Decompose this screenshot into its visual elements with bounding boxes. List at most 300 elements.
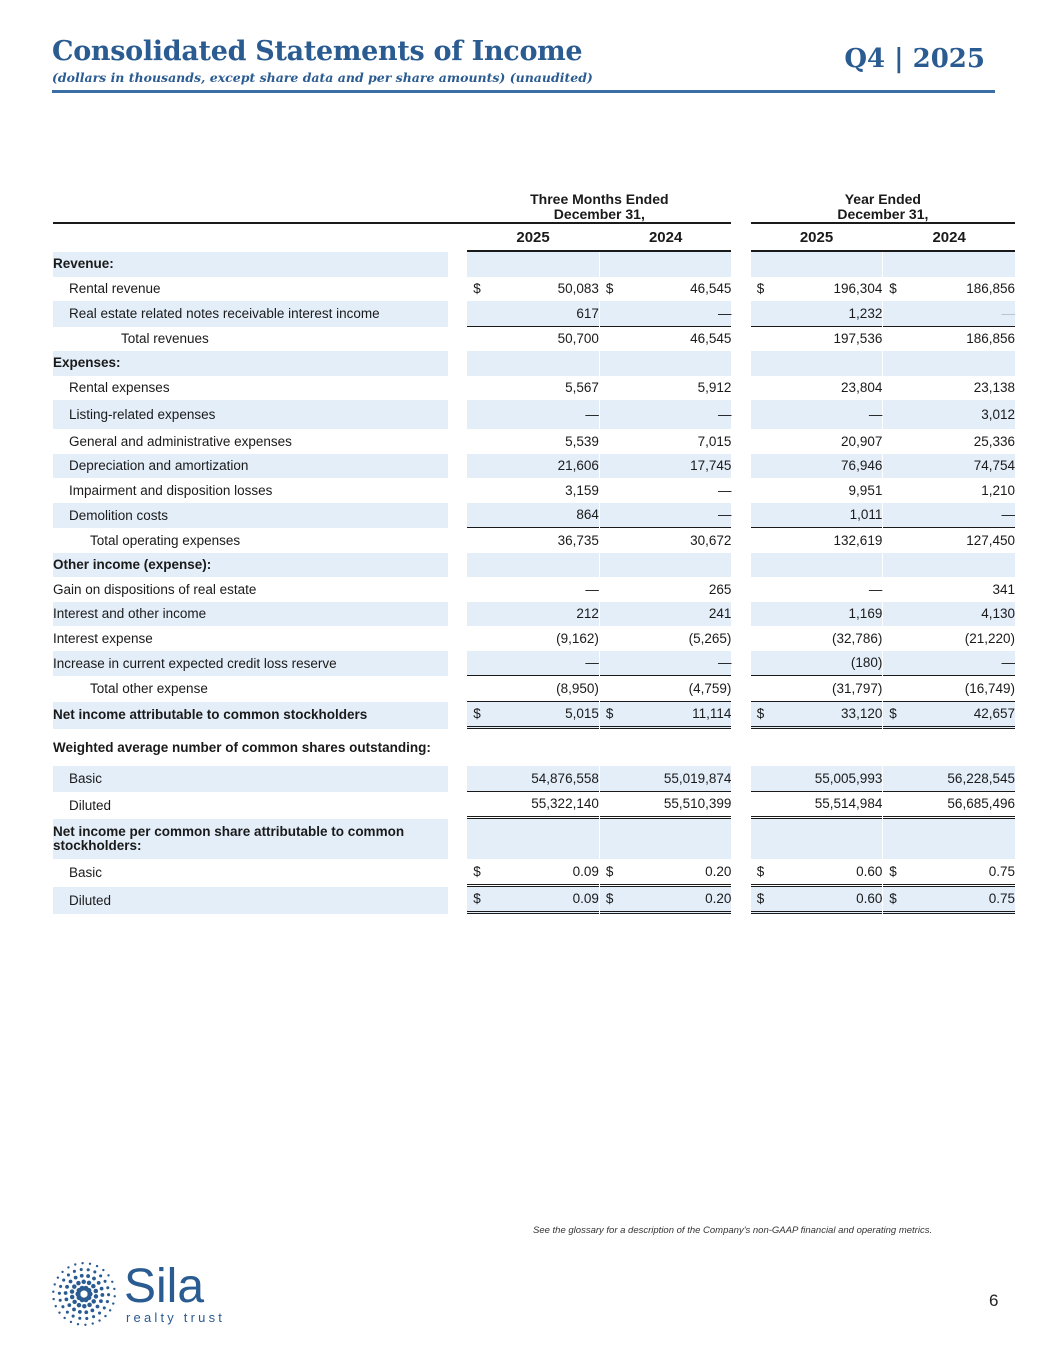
row-other-header <box>53 553 1015 578</box>
logo-dot <box>98 1312 101 1315</box>
value-cell <box>883 429 1015 454</box>
logo-dot <box>74 1263 76 1265</box>
value-cell <box>883 651 1015 677</box>
logo-dot <box>84 1324 86 1326</box>
value-text: — <box>585 655 599 671</box>
value-cell <box>883 327 1015 352</box>
value-cell <box>467 859 599 887</box>
value-cell <box>600 429 732 454</box>
value-text: (16,749) <box>964 680 1015 696</box>
value-text: 33,120 <box>841 706 883 722</box>
value-text: 0.75 <box>988 863 1015 879</box>
logo-tagline: realty trust <box>126 1310 226 1325</box>
footnote: See the glossary for a description of the Company's non-GAAP financial and operating metrics. <box>533 1225 933 1236</box>
row-interest-other-income <box>53 602 1015 627</box>
row-label: Diluted <box>53 887 448 915</box>
value-text: 56,228,545 <box>947 770 1015 786</box>
row-label: Total operating expenses <box>90 532 241 548</box>
row-label: Expenses: <box>53 351 448 376</box>
value-cell <box>751 766 883 792</box>
row-label: Basic <box>69 865 103 881</box>
value-text: 186,856 <box>966 331 1015 347</box>
value-cell <box>600 553 732 578</box>
value-cell <box>883 859 1015 887</box>
value-text: 196,304 <box>833 281 883 297</box>
value-text: 21,606 <box>557 458 599 474</box>
value-text: — <box>717 482 732 498</box>
row-label: Net income attributable to common stockholders <box>53 702 448 730</box>
value-cell <box>467 351 599 376</box>
logo-dot <box>67 1303 71 1307</box>
row-credit-loss <box>53 651 1015 677</box>
value-cell <box>600 327 732 352</box>
logo-dot <box>70 1321 72 1323</box>
logo-dot <box>96 1305 100 1309</box>
row-label: Diluted <box>69 797 112 813</box>
row-label: Depreciation and amortization <box>53 454 448 479</box>
value-cell <box>467 766 599 792</box>
row-label: Other income (expense): <box>53 553 448 578</box>
value-cell <box>600 277 732 302</box>
logo-dot <box>69 1280 73 1284</box>
value-text: 3,159 <box>565 482 599 498</box>
value-cell <box>467 301 599 327</box>
row-eps-header <box>53 819 1015 859</box>
logo-dot <box>52 1290 54 1292</box>
value-text: — <box>868 581 883 597</box>
logo-dot <box>52 1298 54 1300</box>
value-cell <box>751 252 883 277</box>
logo-dot <box>100 1293 104 1297</box>
row-gain-dispositions <box>53 577 1015 602</box>
logo-dot <box>112 1302 114 1304</box>
logo-dot <box>93 1270 96 1273</box>
year-header: 2024 <box>883 224 1015 252</box>
logo-dot <box>65 1285 69 1289</box>
value-cell <box>467 553 599 578</box>
value-text: 9,951 <box>848 482 883 498</box>
currency-symbol: $ <box>756 863 765 879</box>
logo-dot <box>91 1284 96 1289</box>
logo-dot <box>70 1289 75 1294</box>
value-cell <box>751 626 883 651</box>
logo-dot <box>76 1281 81 1286</box>
value-text: — <box>717 407 732 422</box>
value-text: 0.20 <box>705 863 732 879</box>
value-cell <box>751 327 883 352</box>
value-text: 212 <box>576 606 599 622</box>
currency-symbol: $ <box>473 863 481 879</box>
row-label: Basic <box>53 766 448 792</box>
value-text: 341 <box>992 581 1015 597</box>
value-cell <box>600 602 732 627</box>
logo-dot <box>73 1270 76 1273</box>
value-text: 55,322,140 <box>531 796 599 812</box>
value-cell <box>751 651 883 677</box>
logo-dot <box>103 1306 106 1309</box>
value-cell <box>467 528 599 553</box>
value-cell <box>751 702 883 730</box>
value-cell <box>883 252 1015 277</box>
row-label: Total revenues <box>121 331 209 347</box>
value-cell <box>600 400 732 429</box>
value-cell <box>467 478 599 503</box>
value-text: 55,005,993 <box>814 770 883 786</box>
value-cell <box>600 376 732 401</box>
logo-dot <box>91 1299 96 1304</box>
logo-dot <box>66 1311 69 1314</box>
value-text: 5,567 <box>565 380 599 396</box>
value-cell <box>600 887 732 915</box>
value-text: 265 <box>708 581 732 597</box>
value-text: — <box>717 655 732 671</box>
year-header: 2025 <box>751 224 883 252</box>
value-text: — <box>868 407 883 422</box>
value-text: 186,856 <box>966 281 1015 297</box>
currency-symbol: $ <box>605 863 614 879</box>
sila-logo <box>50 1258 250 1335</box>
currency-symbol: $ <box>889 281 897 297</box>
value-text: 4,130 <box>981 606 1015 622</box>
value-text: — <box>1001 305 1015 321</box>
value-text: 127,450 <box>966 532 1015 548</box>
value-text: 23,804 <box>841 380 883 396</box>
row-label: Weighted average number of common shares outstanding: <box>53 739 431 755</box>
row-expenses-header <box>53 351 1015 376</box>
value-text: (21,220) <box>964 630 1015 646</box>
row-eps-diluted <box>53 887 1015 915</box>
value-cell <box>467 327 599 352</box>
value-text: 54,876,558 <box>531 770 599 786</box>
logo-dot <box>100 1287 104 1291</box>
value-text: 0.09 <box>572 863 599 879</box>
logo-dot <box>82 1304 87 1309</box>
logo-dot <box>58 1292 61 1295</box>
row-shares-basic <box>53 766 1015 792</box>
row-label: Interest and other income <box>53 602 448 627</box>
currency-symbol: $ <box>889 891 897 907</box>
value-cell <box>467 252 599 277</box>
value-cell <box>883 577 1015 602</box>
value-text: (4,759) <box>688 680 732 696</box>
value-cell <box>883 351 1015 376</box>
value-cell <box>467 676 599 702</box>
value-text: 241 <box>708 606 732 622</box>
logo-dot <box>77 1323 79 1325</box>
value-cell <box>751 454 883 479</box>
currency-symbol: $ <box>756 706 765 722</box>
row-ga-expenses <box>53 429 1015 454</box>
logo-dot <box>97 1281 101 1285</box>
logo-dot <box>89 1263 91 1265</box>
row-label: Total other expense <box>90 681 208 697</box>
logo-dot <box>111 1281 113 1283</box>
logo-dot <box>67 1273 70 1276</box>
value-cell <box>600 766 732 792</box>
logo-dot <box>72 1284 77 1289</box>
value-text: 55,510,399 <box>663 796 732 812</box>
value-cell <box>600 729 732 766</box>
value-cell <box>467 651 599 677</box>
value-text: 864 <box>576 507 599 523</box>
value-cell <box>751 503 883 529</box>
value-cell <box>883 376 1015 401</box>
row-label: Rental revenue <box>69 281 161 297</box>
logo-dot <box>78 1317 81 1320</box>
value-text: 76,946 <box>841 458 883 474</box>
logo-dot <box>104 1315 106 1317</box>
value-text: 50,083 <box>557 281 599 297</box>
value-text: 20,907 <box>841 433 883 449</box>
value-text: 5,015 <box>565 706 599 722</box>
value-text: 25,336 <box>973 433 1015 449</box>
logo-dot <box>114 1295 116 1297</box>
row-impairment <box>53 478 1015 503</box>
value-text: 30,672 <box>690 532 732 548</box>
row-total-other <box>53 676 1015 702</box>
currency-symbol: $ <box>756 281 765 297</box>
logo-dot <box>106 1286 109 1289</box>
row-label: Gain on dispositions of real estate <box>53 581 257 597</box>
logo-dot <box>74 1276 78 1280</box>
value-text: 23,138 <box>973 380 1015 396</box>
currency-symbol: $ <box>473 891 481 907</box>
value-cell <box>751 400 883 429</box>
logo-dot <box>77 1303 82 1308</box>
value-cell <box>883 528 1015 553</box>
period-header-year: Year Ended December 31, <box>751 192 1015 224</box>
value-cell <box>883 400 1015 429</box>
logo-dot <box>80 1268 83 1271</box>
value-cell <box>467 819 599 859</box>
row-rental-expenses <box>53 376 1015 401</box>
value-text: 55,019,874 <box>663 770 732 786</box>
logo-dot <box>62 1279 65 1282</box>
currency-symbol: $ <box>473 281 481 297</box>
value-text: 3,012 <box>981 407 1015 422</box>
row-label: Impairment and disposition losses <box>69 482 273 498</box>
logo-dot <box>99 1274 102 1277</box>
value-text: — <box>1001 507 1015 523</box>
value-cell <box>883 503 1015 529</box>
currency-symbol: $ <box>605 891 614 907</box>
value-text: 17,745 <box>690 458 732 474</box>
value-text: — <box>717 305 732 321</box>
value-text: 0.75 <box>988 891 1015 907</box>
value-cell <box>751 729 883 766</box>
row-notes-interest <box>53 301 1015 327</box>
logo-dot <box>87 1281 92 1286</box>
logo-dot <box>80 1274 84 1278</box>
value-cell <box>751 351 883 376</box>
value-text: 7,015 <box>697 433 732 449</box>
value-text: (32,786) <box>832 630 883 646</box>
row-label: Revenue: <box>53 252 448 277</box>
logo-dot <box>72 1315 75 1318</box>
logo-dot <box>96 1265 98 1267</box>
logo-dot <box>67 1266 69 1268</box>
value-cell <box>467 602 599 627</box>
logo-dot <box>107 1274 109 1276</box>
value-cell <box>467 887 599 915</box>
row-label: Rental expenses <box>69 380 170 396</box>
row-weighted-header <box>53 729 1015 766</box>
row-net-income <box>53 702 1015 730</box>
value-text: 36,735 <box>557 532 599 548</box>
value-cell <box>600 651 732 677</box>
value-cell <box>751 602 883 627</box>
value-text: 46,545 <box>690 331 732 347</box>
logo-dot <box>87 1303 92 1308</box>
value-cell <box>467 626 599 651</box>
value-cell <box>600 859 732 887</box>
value-cell <box>883 766 1015 792</box>
value-cell <box>883 676 1015 702</box>
value-text: 1,169 <box>848 606 883 622</box>
logo-dot <box>86 1274 90 1278</box>
logo-dot <box>59 1299 62 1302</box>
sila-logo-graphic <box>50 1258 250 1330</box>
row-rental-revenue <box>53 277 1015 302</box>
value-cell <box>751 676 883 702</box>
value-cell <box>600 792 732 820</box>
value-cell <box>883 301 1015 327</box>
logo-dot <box>90 1308 94 1312</box>
logo-wordmark: Sila <box>124 1260 205 1313</box>
year-header: 2025 <box>467 224 599 252</box>
value-cell <box>883 553 1015 578</box>
logo-dot <box>92 1322 94 1324</box>
logo-dot <box>99 1299 103 1303</box>
row-eps-basic <box>53 859 1015 887</box>
value-cell <box>751 819 883 859</box>
value-cell <box>751 277 883 302</box>
value-text: 11,114 <box>692 706 732 722</box>
currency-symbol: $ <box>889 706 897 722</box>
logo-dot <box>86 1288 91 1293</box>
value-text: 0.60 <box>856 891 883 907</box>
value-cell <box>883 729 1015 766</box>
value-cell <box>600 503 732 529</box>
value-cell <box>467 429 599 454</box>
row-label: General and administrative expenses <box>69 433 292 449</box>
logo-dot <box>72 1300 77 1305</box>
row-total-opex <box>53 528 1015 553</box>
value-cell <box>467 376 599 401</box>
value-cell <box>600 702 732 730</box>
value-cell <box>600 454 732 479</box>
logo-dot <box>81 1262 83 1264</box>
value-text: (9,162) <box>556 630 599 646</box>
value-text: 0.20 <box>705 891 732 907</box>
logo-dot <box>102 1269 104 1271</box>
value-text: — <box>1001 655 1015 671</box>
value-cell <box>600 626 732 651</box>
logo-dot <box>113 1288 115 1290</box>
value-text: 197,536 <box>833 331 883 347</box>
logo-dot <box>72 1308 76 1312</box>
value-cell <box>883 702 1015 730</box>
value-cell <box>600 819 732 859</box>
logo-dot <box>65 1298 69 1302</box>
value-cell <box>467 454 599 479</box>
value-cell <box>467 503 599 529</box>
value-cell <box>600 676 732 702</box>
value-cell <box>883 792 1015 820</box>
value-cell <box>751 478 883 503</box>
logo-dot <box>59 1285 62 1288</box>
value-cell <box>467 577 599 602</box>
row-label: Interest expense <box>53 630 153 646</box>
quarter-label: Q4 | 2025 <box>844 44 985 74</box>
value-cell <box>600 528 732 553</box>
value-text: 0.09 <box>572 891 599 907</box>
value-cell <box>883 277 1015 302</box>
logo-dot <box>61 1305 64 1308</box>
logo-dot <box>58 1311 60 1313</box>
page-subtitle: (dollars in thousands, except share data and per share amounts) (unaudited) <box>52 70 593 85</box>
currency-symbol: $ <box>605 706 614 722</box>
value-cell <box>883 819 1015 859</box>
value-cell <box>751 528 883 553</box>
row-label: Net income per common share attributable to common stockholders: <box>53 819 448 859</box>
row-label: Increase in current expected credit loss reserve <box>53 651 448 677</box>
logo-dot <box>81 1280 86 1285</box>
logo-dot <box>57 1276 59 1278</box>
logo-dot <box>104 1280 107 1283</box>
value-cell <box>467 792 599 820</box>
value-cell <box>751 577 883 602</box>
logo-dot <box>70 1295 75 1300</box>
value-cell <box>751 301 883 327</box>
currency-symbol: $ <box>756 891 765 907</box>
logo-dot <box>92 1315 95 1318</box>
logo-dot <box>107 1293 110 1296</box>
value-cell <box>883 887 1015 915</box>
logo-dot <box>84 1310 88 1314</box>
value-text: 0.60 <box>856 863 883 879</box>
logo-dot <box>85 1317 88 1320</box>
row-depreciation <box>53 454 1015 479</box>
value-cell <box>751 429 883 454</box>
value-text: 5,912 <box>697 380 732 396</box>
value-cell <box>883 626 1015 651</box>
value-text: 1,210 <box>981 482 1015 498</box>
row-interest-expense <box>53 626 1015 651</box>
value-cell <box>751 859 883 887</box>
value-cell <box>883 478 1015 503</box>
row-label: Demolition costs <box>53 503 448 529</box>
value-text: 55,514,984 <box>814 796 883 812</box>
row-listing-expenses <box>53 400 1015 429</box>
value-text: 50,700 <box>557 331 599 347</box>
value-cell <box>467 702 599 730</box>
value-text: — <box>717 507 732 523</box>
logo-dot <box>94 1289 99 1294</box>
value-text: 132,619 <box>833 532 883 548</box>
logo-dot <box>94 1294 99 1299</box>
logo-dot <box>54 1283 56 1285</box>
value-cell <box>467 277 599 302</box>
logo-dot <box>98 1319 100 1321</box>
value-cell <box>467 729 599 766</box>
logo-dot <box>92 1277 96 1281</box>
row-demolition <box>53 503 1015 529</box>
value-text: 56,685,496 <box>947 796 1015 812</box>
value-text: — <box>585 581 599 597</box>
row-shares-diluted <box>53 792 1015 820</box>
value-cell <box>600 301 732 327</box>
